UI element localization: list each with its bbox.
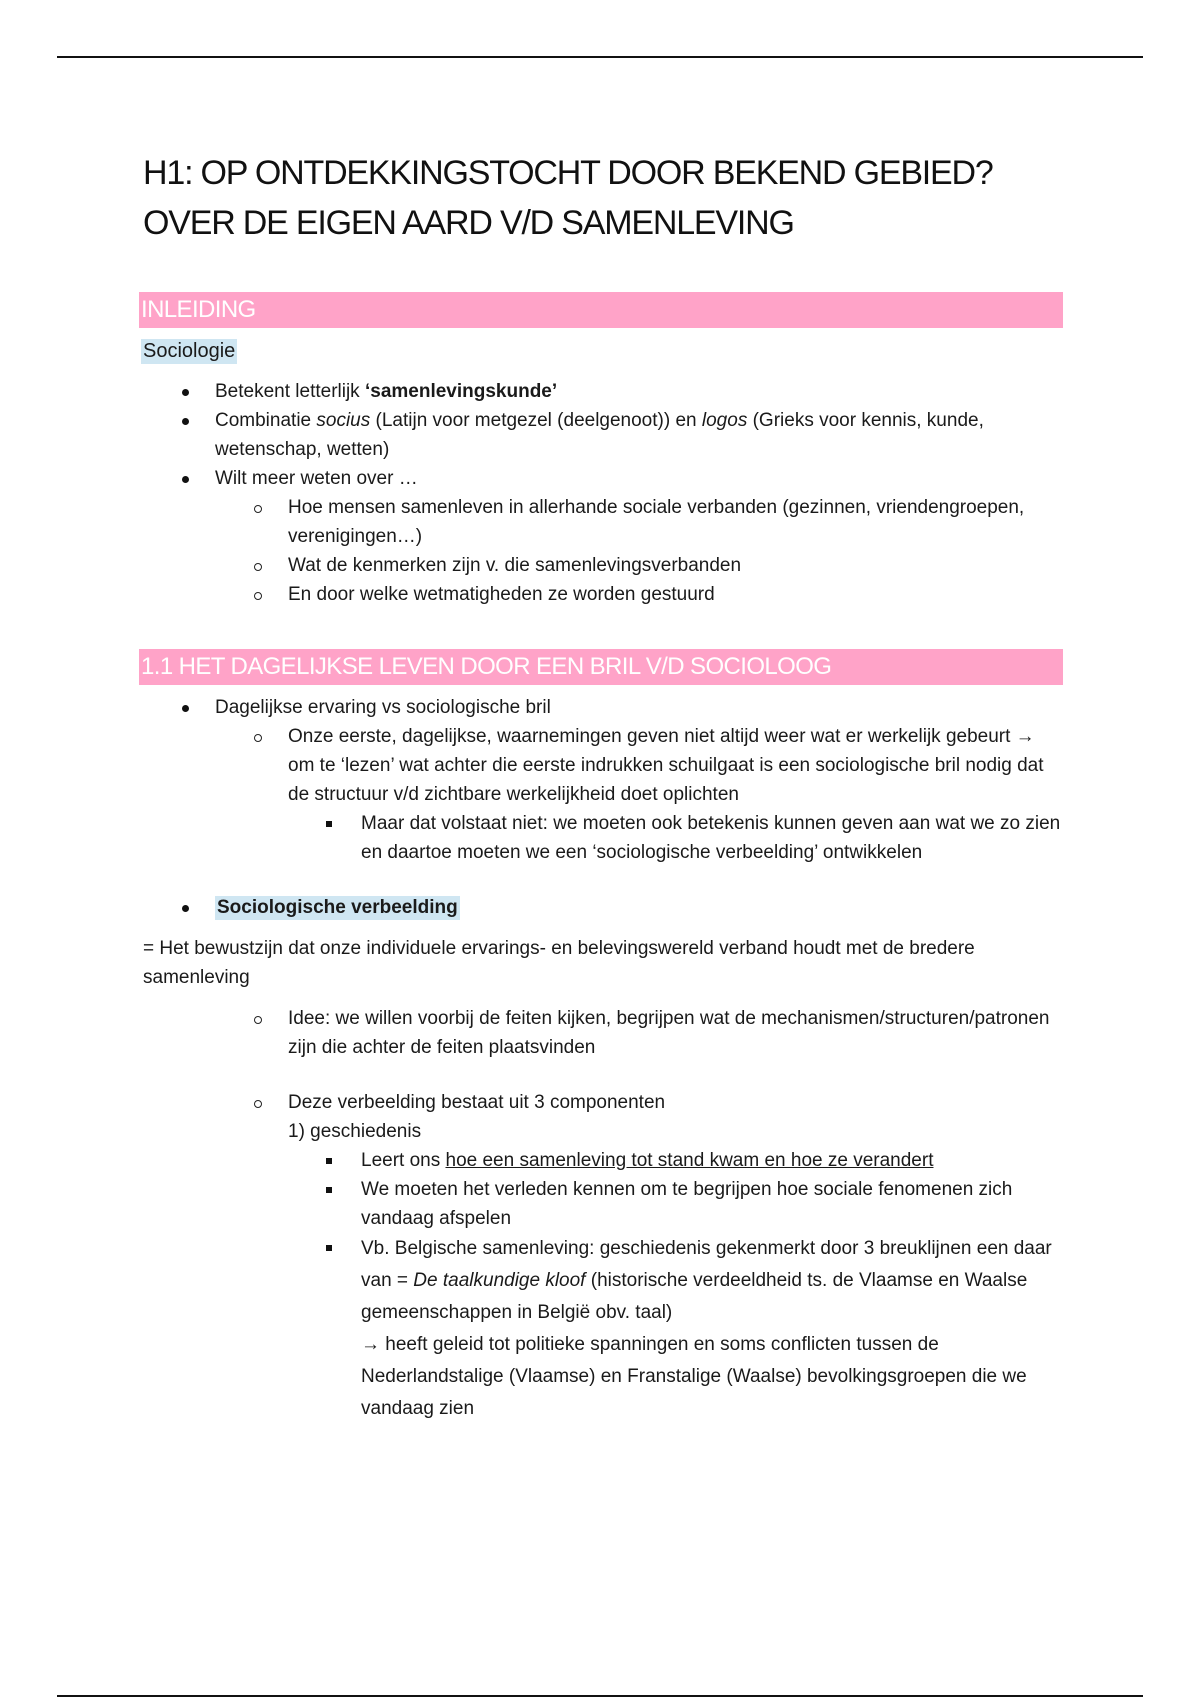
section-header-inleiding: INLEIDING [139, 292, 1063, 328]
list-item: Betekent letterlijk ‘samenlevingskunde’ [143, 377, 1063, 406]
list-item: Dagelijkse ervaring vs sociologische bril [143, 693, 1063, 722]
list-item: Wilt meer weten over … [143, 464, 1063, 493]
sub-list-wilt-weten [143, 493, 1063, 609]
sub-sub-list-betekenis [143, 809, 1063, 867]
list-item: Hoe mensen samenleven in allerhande sociale verbanden (gezinnen, vriendengroepen, verenigingen…) [143, 493, 1063, 551]
sub-sub-list-geschiedenis [143, 1146, 1063, 1425]
list-item: Vb. Belgische samenleving: geschiedenis gekenmerkt door 3 breuklijnen een daar van = De taalkundige kloof (historische verdeeldheid ts. de Vlaamse en Waalse gemeenschappen in België obv. taal) → heeft geleid tot politieke spanningen en soms conflicten tussen de Nederlandstalige (Vlaamse) en Franstalige (Waalse) bevolkingsgroepen die we vandaag zien [143, 1233, 1063, 1425]
bullet-list-sociologie [143, 377, 1063, 493]
highlighted-term: Sociologie [143, 340, 236, 362]
definition-text: = Het bewustzijn dat onze individuele ervarings- en belevingswereld verband houdt met de bredere samenleving [143, 938, 975, 988]
bullet-list-dagelijkse [143, 693, 1063, 722]
list-item [143, 893, 1063, 922]
top-rule [57, 56, 1143, 58]
title-line-1: H1: OP ONTDEKKINGSTOCHT DOOR BEKEND GEBIED? [143, 154, 993, 192]
arrow-icon: → [1015, 726, 1035, 747]
list-item: Maar dat volstaat niet: we moeten ook betekenis kunnen geven aan wat we zo zien en daartoe moeten we een ‘sociologische verbeelding’ ontwikkelen [143, 809, 1063, 867]
list-item: Leert ons hoe een samenleving tot stand kwam en hoe ze verandert [143, 1146, 1063, 1175]
list-item: We moeten het verleden kennen om te begrijpen hoe sociale fenomenen zich vandaag afspelen [143, 1175, 1063, 1233]
sub-list-componenten [143, 1088, 1063, 1117]
list-item: Deze verbeelding bestaat uit 3 componenten [143, 1088, 1063, 1117]
highlighted-term: Sociologische verbeelding [217, 897, 458, 918]
document-page [143, 148, 1063, 1425]
bottom-rule [57, 1695, 1143, 1697]
list-item: Wat de kenmerken zijn v. die samenlevingsverbanden [143, 551, 1063, 580]
list-item: Onze eerste, dagelijkse, waarnemingen geven niet altijd weer wat er werkelijk gebeurt → om te ‘lezen’ wat achter die eerste indrukken schuilgaat is een sociologische bril nodig dat de structuur v/d zichtbare werkelijkheid doet oplichten [143, 722, 1063, 809]
list-item: Combinatie socius (Latijn voor metgezel (deelgenoot)) en logos (Grieks voor kennis, kunde, wetenschap, wetten) [143, 406, 1063, 464]
sub-list-idee [143, 1004, 1063, 1062]
list-item: En door welke wetmatigheden ze worden gestuurd [143, 580, 1063, 609]
section-header-1-1: 1.1 HET DAGELIJKSE LEVEN DOOR EEN BRIL V/D SOCIOLOOG [139, 649, 1063, 685]
component-geschiedenis: 1) geschiedenis [288, 1121, 422, 1142]
document-title [143, 148, 1063, 248]
title-line-2: OVER DE EIGEN AARD V/D SAMENLEVING [143, 204, 794, 242]
list-item: Idee: we willen voorbij de feiten kijken, begrijpen wat de mechanismen/structuren/patronen zijn die achter de feiten plaatsvinden [143, 1004, 1063, 1062]
sub-list-waarnemingen [143, 722, 1063, 809]
arrow-icon: → [361, 1334, 380, 1355]
bullet-list-verbeelding [143, 893, 1063, 922]
subheading-sociologie [143, 338, 1063, 364]
